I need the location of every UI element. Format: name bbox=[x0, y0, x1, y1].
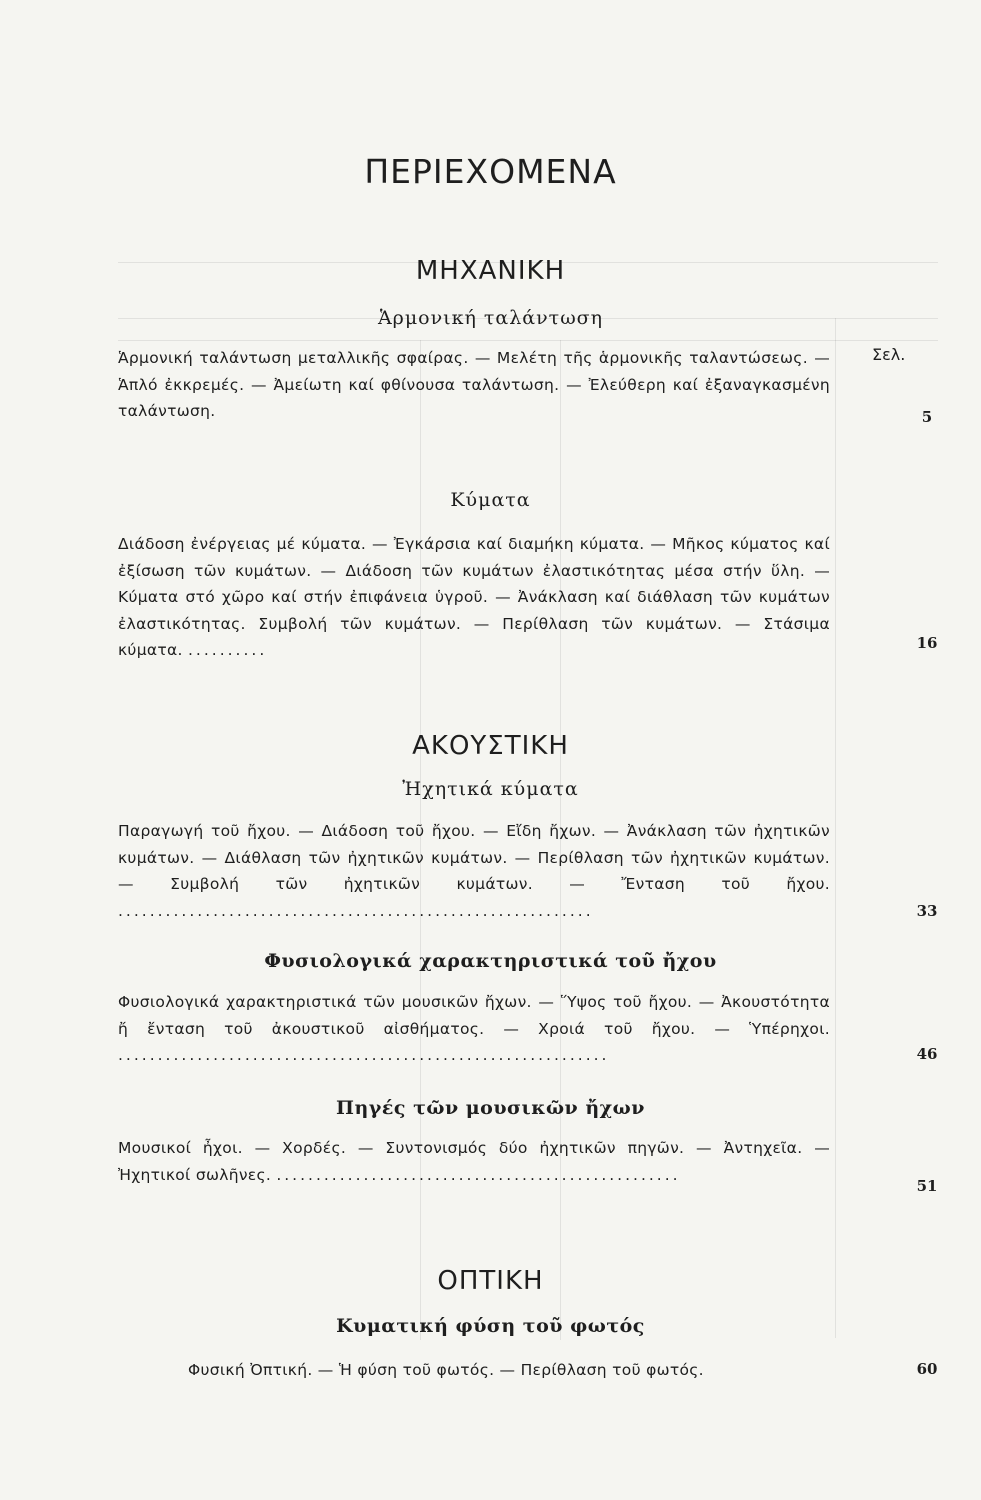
chapter-entry-harmonic-oscillation bbox=[118, 345, 830, 425]
page-number-physiological-characteristics: 46 bbox=[916, 1045, 938, 1063]
part-title-mechanics: ΜΗΧΑΝΙΚΗ bbox=[415, 256, 566, 286]
dot-leader: ................................................... bbox=[276, 1165, 681, 1184]
chapter-title-physiological-characteristics: Φυσιολογικά χαρακτηριστικά τοῦ ἤχου bbox=[264, 950, 717, 972]
page-number-sound-waves: 33 bbox=[916, 902, 938, 920]
chapter-topics: Φυσιολογικά χαρακτηριστικά τῶν μουσικῶν ἤχων. — Ὕψος τοῦ ἤχου. — Ἀκουστότητα ἤ ἔνταση τοῦ ἀκουστικοῦ αἰσθήματος. — Χροιά τοῦ ἤχου. — Ὑπέρηχοι. bbox=[118, 993, 830, 1038]
chapter-topics: Παραγωγή τοῦ ἤχου. — Διάδοση τοῦ ἤχου. — Εἴδη ἤχων. — Ἀνάκλαση τῶν ἠχητικῶν κυμάτων. — Διάθλαση τῶν ἠχητικῶν κυμάτων. — Περίθλαση τῶν ἠχητικῶν κυμάτων. — Συμβολή τῶν ἠχητικῶν κυμάτων. — Ἔνταση τοῦ ἤχου. bbox=[118, 822, 830, 893]
chapter-entry-sound-waves bbox=[118, 818, 830, 924]
chapter-entry-physiological-characteristics bbox=[118, 989, 830, 1069]
page-number-waves: 16 bbox=[916, 634, 938, 652]
dot-leader: ............................................................ bbox=[118, 901, 594, 920]
chapter-title-musical-sound-sources: Πηγές τῶν μουσικῶν ἤχων bbox=[336, 1097, 645, 1119]
chapter-entry-musical-sound-sources bbox=[118, 1135, 830, 1188]
dot-leader: .......... bbox=[188, 641, 268, 659]
page-column-label: Σελ. bbox=[872, 345, 906, 364]
chapter-entry-waves bbox=[118, 531, 830, 664]
dot-leader: .............................................................. bbox=[118, 1046, 610, 1064]
chapter-title-waves: Κύματα bbox=[450, 489, 531, 511]
chapter-topics: Μουσικοί ἦχοι. — Χορδές. — Συντονισμός δύο ἠχητικῶν πηγῶν. — Ἀντηχεῖα. — Ἠχητικοί σωλῆνες. bbox=[118, 1139, 830, 1184]
chapter-title-wave-nature-of-light: Κυματική φύση τοῦ φωτός bbox=[336, 1315, 645, 1337]
part-title-optics: ΟΠΤΙΚΗ bbox=[437, 1266, 544, 1296]
chapter-title-sound-waves: Ἠχητικά κύματα bbox=[402, 778, 579, 800]
chapter-topics: Ἁρμονική ταλάντωση μεταλλικῆς σφαίρας. — Μελέτη τῆς ἁρμονικῆς ταλαντώσεως. — Ἁπλό ἐκκρεμές. — Ἀμείωτη καί φθίνουσα ταλάντωση. — Ἐλεύθερη καί ἐξαναγκασμένη ταλάντωση. bbox=[118, 349, 830, 420]
page-title: ΠΕΡΙΕΧΟΜΕΝΑ bbox=[364, 152, 617, 191]
chapter-entry-wave-nature-of-light bbox=[188, 1357, 848, 1384]
chapter-title-harmonic-oscillation: Ἁρμονική ταλάντωση bbox=[377, 307, 604, 329]
chapter-topics: Φυσική Ὀπτική. — Ἡ φύση τοῦ φωτός. — Περίθλαση τοῦ φωτός. bbox=[188, 1361, 704, 1379]
page-number-musical-sound-sources: 51 bbox=[916, 1177, 938, 1195]
part-title-acoustics: ΑΚΟΥΣΤΙΚΗ bbox=[412, 731, 569, 761]
chapter-topics: Διάδοση ἐνέργειας μέ κύματα. — Ἐγκάρσια καί διαμήκη κύματα. — Μῆκος κύματος καί ἐξίσωση τῶν κυμάτων. — Διάδοση τῶν κυμάτων ἐλαστικότητας μέσα στήν ὕλη. — Κύματα στό χῶρο καί στήν ἐπιφάνεια ὑγροῦ. — Ἀνάκλαση καί διάθλαση τῶν κυμάτων ἐλαστικότητας. Συμβολή τῶν κυμάτων. — Περίθλαση τῶν κυμάτων. — Στάσιμα κύματα. bbox=[118, 535, 830, 659]
page-number-harmonic-oscillation: 5 bbox=[921, 408, 933, 426]
page-number-wave-nature-of-light: 60 bbox=[916, 1360, 938, 1378]
